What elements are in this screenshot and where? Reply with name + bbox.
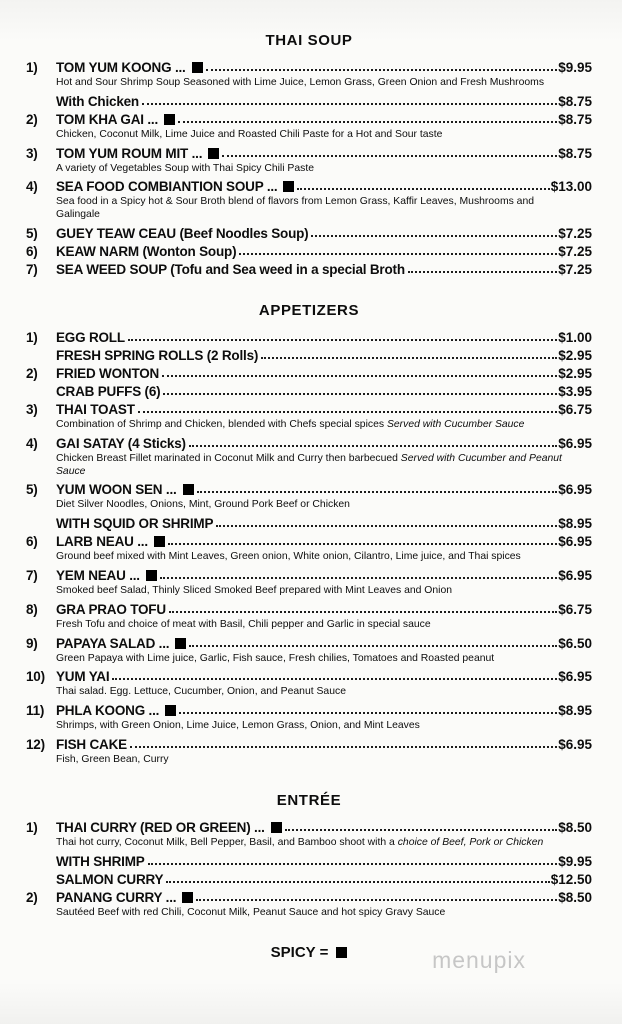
menu-item-row <box>26 516 592 531</box>
item-description <box>26 907 592 920</box>
menu-item-row <box>26 60 592 75</box>
item-description-text: Fish, Green Bean, Curry <box>56 753 169 765</box>
menu-item-row <box>26 872 592 887</box>
item-name: TOM YUM KOONG ... <box>56 60 186 75</box>
item-description-italic: Served with Cucumber Sauce <box>386 418 525 430</box>
item-number: 11) <box>26 703 45 719</box>
item-price: $8.95 <box>558 516 592 532</box>
item-price: $6.95 <box>558 669 592 685</box>
menu-item-row <box>26 262 592 277</box>
dotted-leader <box>142 103 557 105</box>
item-price: $8.95 <box>558 703 592 719</box>
item-name: PAPAYA SALAD ... <box>56 635 170 651</box>
menu-item-row <box>26 568 592 583</box>
item-name: CRAB PUFFS (6) <box>56 383 161 399</box>
item-price: $9.95 <box>558 853 592 869</box>
menu-item-row <box>26 94 592 109</box>
spicy-icon <box>208 148 219 159</box>
dotted-leader <box>148 863 558 865</box>
menu-item-row <box>26 669 592 684</box>
item-price: $6.95 <box>558 736 592 752</box>
spicy-icon <box>182 892 193 903</box>
dotted-leader <box>189 645 557 647</box>
item-price: $8.75 <box>558 93 592 109</box>
dotted-leader <box>179 712 557 714</box>
menu-section <box>26 792 592 920</box>
menu-item-row <box>26 636 592 651</box>
dotted-leader <box>162 375 557 377</box>
dotted-leader <box>130 746 557 748</box>
dotted-leader <box>168 543 557 545</box>
dotted-leader <box>261 357 557 359</box>
item-description <box>26 163 592 176</box>
spicy-icon <box>271 822 282 833</box>
item-number: 4) <box>26 435 38 451</box>
item-price: $8.50 <box>558 819 592 835</box>
item-description-text: Combination of Shrimp and Chicken, blended with Chefs special spices <box>56 418 387 430</box>
item-number: 12) <box>26 736 45 752</box>
dotted-leader <box>408 271 557 273</box>
item-name: GUEY TEAW CEAU (Beef Noodles Soup) <box>56 225 309 241</box>
watermark: menupix <box>432 947 526 973</box>
section-title: APPETIZERS <box>258 301 360 319</box>
item-name: EGG ROLL <box>56 329 125 345</box>
item-name: LARB NEAU ... <box>56 534 148 550</box>
item-name: KEAW NARM (Wonton Soup) <box>56 243 237 259</box>
item-name: PANANG CURRY ... <box>56 889 177 905</box>
dotted-leader <box>112 678 557 680</box>
item-description-text: Ground beef mixed with Mint Leaves, Green onion, White onion, Cilantro, Lime juice, and Thai spices <box>56 551 521 563</box>
item-price: $6.95 <box>558 435 592 451</box>
spicy-icon <box>283 181 294 192</box>
dotted-leader <box>128 339 557 341</box>
item-number: 3) <box>26 401 38 417</box>
item-price: $6.95 <box>558 567 592 583</box>
item-description <box>26 551 592 564</box>
item-price: $7.25 <box>558 243 592 259</box>
item-number: 6) <box>26 534 38 550</box>
item-description <box>26 585 592 598</box>
item-name: SEA WEED SOUP (Tofu and Sea weed in a special Broth <box>56 261 405 277</box>
item-number: 7) <box>26 261 38 277</box>
item-price: $6.50 <box>558 635 592 651</box>
item-price: $8.75 <box>558 145 592 161</box>
item-name: YEM NEAU ... <box>56 567 140 583</box>
menu-item-row <box>26 820 592 835</box>
menu-item-row <box>26 602 592 617</box>
item-price: $13.00 <box>550 179 592 195</box>
dotted-leader <box>297 188 549 190</box>
item-name: YUM WOON SEN ... <box>56 482 177 498</box>
spicy-icon <box>175 638 186 649</box>
item-number: 2) <box>26 365 38 381</box>
item-description-text: Hot and Sour Shrimp Soup Seasoned with Lime Juice, Lemon Grass, Green Onion and Fresh Mushrooms <box>56 77 545 88</box>
item-number: 8) <box>26 601 38 617</box>
item-number: 2) <box>26 889 38 905</box>
item-description <box>26 77 592 90</box>
item-number: 5) <box>26 225 38 241</box>
item-name: PHLA KOONG ... <box>56 703 160 719</box>
item-description <box>26 619 592 632</box>
item-number: 5) <box>26 482 38 498</box>
item-name: THAI CURRY (RED OR GREEN) ... <box>56 819 265 835</box>
item-description-text: A variety of Vegetables Soup with Thai Spicy Chili Paste <box>56 162 314 174</box>
menu-item-row <box>26 179 592 194</box>
spicy-icon <box>154 536 165 547</box>
menu-item-row <box>26 737 592 752</box>
item-price: $9.95 <box>558 60 592 75</box>
dotted-leader <box>206 69 558 71</box>
dotted-leader <box>138 411 557 413</box>
item-number: 7) <box>26 567 38 583</box>
dotted-leader <box>222 155 557 157</box>
menu-section <box>26 302 592 767</box>
item-description-text: Sautéed Beef with red Chili, Coconut Milk, Peanut Sauce and hot spicy Gravy Sauce <box>56 906 446 918</box>
spicy-legend-label: SPICY = <box>270 944 329 962</box>
item-number: 2) <box>26 111 38 127</box>
item-number: 9) <box>26 635 38 651</box>
item-price: $6.75 <box>558 401 592 417</box>
item-description <box>26 837 592 850</box>
item-description-text: Thai hot curry, Coconut Milk, Bell Pepper, Basil, and Bamboo shoot with a <box>56 836 398 848</box>
item-name: TOM YUM ROUM MIT ... <box>56 145 203 161</box>
item-name: WITH SQUID OR SHRIMP <box>56 516 214 532</box>
menu-item-row <box>26 112 592 127</box>
section-title: THAI SOUP <box>265 32 353 49</box>
item-name: TOM KHA GAI ... <box>56 111 159 127</box>
menu-item-row <box>26 384 592 399</box>
item-price: $7.25 <box>558 225 592 241</box>
item-description-text: Thai salad. Egg. Lettuce, Cucumber, Onion, and Peanut Sauce <box>56 686 346 698</box>
dotted-leader <box>239 253 557 255</box>
spicy-icon <box>183 484 194 495</box>
menu-item-row <box>26 226 592 241</box>
item-number: 4) <box>26 179 38 195</box>
spicy-icon <box>192 62 203 73</box>
menu-item-row <box>26 482 592 497</box>
item-name: SALMON CURRY <box>56 871 164 887</box>
dotted-leader <box>163 393 557 395</box>
item-description <box>26 499 592 512</box>
item-name: YUM YAI <box>56 669 110 685</box>
item-name: FRIED WONTON <box>56 365 160 381</box>
item-name: FISH CAKE <box>56 736 127 752</box>
item-price: $8.75 <box>558 111 592 127</box>
item-description-text: Sea food in a Spicy hot & Sour Broth blend of flavors from Lemon Grass, Kaffir Leaves, Mushrooms and Galingale <box>56 196 535 221</box>
item-description-text: Green Papaya with Lime juice, Garlic, Fish sauce, Fresh chilies, Tomatoes and Roasted peanut <box>56 652 495 664</box>
item-description <box>26 754 592 767</box>
dotted-leader <box>285 829 557 831</box>
item-number: 10) <box>26 669 45 685</box>
dotted-leader <box>311 235 557 237</box>
dotted-leader <box>189 445 557 447</box>
menu-item-row <box>26 348 592 363</box>
item-description <box>26 720 592 733</box>
item-name: With Chicken <box>56 93 139 109</box>
item-price: $6.95 <box>558 534 592 550</box>
dotted-leader <box>178 121 557 123</box>
item-description <box>26 453 592 479</box>
spicy-icon <box>164 114 175 125</box>
menu-sections <box>26 32 592 919</box>
item-name: WITH SHRIMP <box>56 853 145 869</box>
item-description-text: Fresh Tofu and choice of meat with Basil, Chili pepper and Garlic in special sauce <box>56 618 431 630</box>
item-price: $6.75 <box>558 601 592 617</box>
menu-item-row <box>26 330 592 345</box>
item-name: SEA FOOD COMBIANTION SOUP ... <box>56 179 278 195</box>
dotted-leader <box>160 577 557 579</box>
item-description <box>26 129 592 142</box>
item-description <box>26 196 592 222</box>
item-number: 1) <box>26 60 38 75</box>
dotted-leader <box>197 491 558 493</box>
menu-item-row <box>26 703 592 718</box>
item-description-text: Diet Silver Noodles, Onions, Mint, Ground Pork Beef or Chicken <box>56 499 350 511</box>
menu-item-row <box>26 402 592 417</box>
spicy-legend <box>26 944 592 961</box>
item-number: 6) <box>26 243 38 259</box>
item-price: $7.25 <box>558 261 592 277</box>
item-number: 3) <box>26 145 38 161</box>
item-description-text: Shrimps, with Green Onion, Lime Juice, Lemon Grass, Onion, and Mint Leaves <box>56 720 420 732</box>
dotted-leader <box>169 611 557 613</box>
item-description <box>26 686 592 699</box>
item-price: $2.95 <box>558 365 592 381</box>
item-number: 1) <box>26 819 38 835</box>
item-price: $6.95 <box>558 482 592 498</box>
dotted-leader <box>166 881 549 883</box>
menu-item-row <box>26 366 592 381</box>
dotted-leader <box>216 525 557 527</box>
dotted-leader <box>196 899 557 901</box>
item-description-text: Chicken Breast Fillet marinated in Coconut Milk and Curry then barbecued <box>56 452 401 464</box>
spicy-icon <box>146 570 157 581</box>
spicy-icon <box>336 947 347 958</box>
menu-section <box>26 32 592 277</box>
item-description-italic: choice of Beef, Pork or Chicken <box>397 836 544 848</box>
item-number: 1) <box>26 329 38 345</box>
item-price: $2.95 <box>558 347 592 363</box>
item-price: $3.95 <box>558 383 592 399</box>
menu-item-row <box>26 890 592 905</box>
item-description-text: Smoked beef Salad, Thinly Sliced Smoked Beef prepared with Mint Leaves and Onion <box>56 584 453 596</box>
item-price: $12.50 <box>550 871 592 887</box>
item-name: GRA PRAO TOFU <box>56 601 166 617</box>
item-name: FRESH SPRING ROLLS (2 Rolls) <box>56 347 259 363</box>
menu-item-row <box>26 854 592 869</box>
menu-item-row <box>26 436 592 451</box>
item-description-text: Chicken, Coconut Milk, Lime Juice and Roasted Chili Paste for a Hot and Sour taste <box>56 128 443 140</box>
item-description <box>26 653 592 666</box>
menu-item-row <box>26 534 592 549</box>
menu-item-row <box>26 244 592 259</box>
item-name: GAI SATAY (4 Sticks) <box>56 435 186 451</box>
menu-item-row <box>26 146 592 161</box>
section-title: ENTRÉE <box>276 791 342 809</box>
item-description <box>26 419 592 432</box>
item-name: THAI TOAST <box>56 401 135 417</box>
item-description-italic: Served with Cucumber and Peanut Sauce <box>56 452 562 477</box>
item-price: $1.00 <box>558 329 592 345</box>
spicy-icon <box>165 705 176 716</box>
item-price: $8.50 <box>558 889 592 905</box>
